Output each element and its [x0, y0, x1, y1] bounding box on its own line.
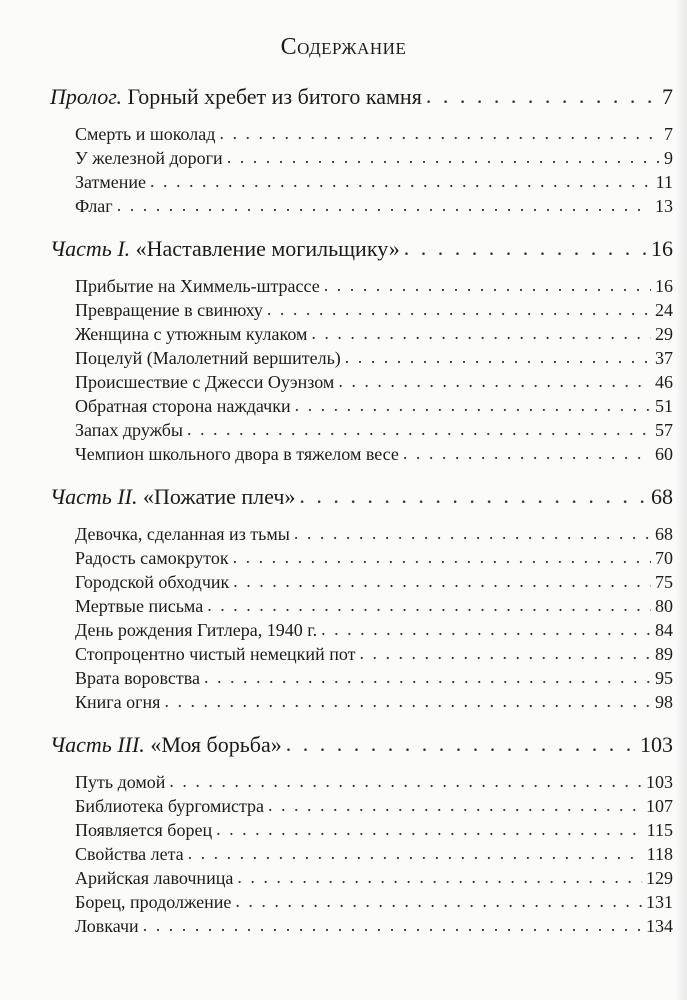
dot-leader [321, 619, 651, 640]
entry-title: День рождения Гитлера, 1940 г. [75, 620, 318, 640]
dot-leader [117, 195, 651, 216]
page-title: Содержание [280, 34, 407, 60]
toc-part-heading[interactable] [50, 84, 673, 110]
entry-title: Книга огня [75, 692, 161, 712]
part-name: «Моя борьба» [150, 732, 282, 757]
part-name: «Наставление могильщику» [135, 236, 400, 261]
toc-entry[interactable] [75, 868, 673, 889]
toc-entry[interactable] [75, 916, 673, 937]
part-prefix: Часть III. [50, 732, 145, 757]
entry-title: Флаг [75, 196, 113, 216]
dot-leader [237, 867, 642, 888]
entry-title: Обратная сторона наждачки [75, 396, 291, 416]
toc-entry[interactable] [75, 548, 673, 569]
dot-leader [345, 347, 651, 368]
entry-page-number: 118 [646, 844, 673, 864]
dot-leader [426, 83, 658, 109]
entry-title: Арийская лавочница [75, 868, 234, 888]
toc-entry[interactable] [75, 524, 673, 545]
entry-page-number: 98 [655, 692, 673, 712]
entry-page-number: 129 [646, 868, 673, 888]
entry-page-number: 80 [655, 596, 673, 616]
entry-page-number: 11 [655, 172, 673, 192]
dot-leader [403, 443, 651, 464]
part-prefix: Пролог. [50, 84, 122, 109]
toc-entry[interactable] [75, 148, 673, 169]
part-prefix: Часть II. [50, 484, 138, 509]
part-page-number: 7 [662, 84, 673, 109]
toc-entry[interactable] [75, 276, 673, 297]
toc-entry[interactable] [75, 844, 673, 865]
entry-page-number: 89 [655, 644, 673, 664]
entry-title: Женщина с утюжным кулаком [75, 324, 308, 344]
dot-leader [324, 275, 651, 296]
entry-title: Девочка, сделанная из тьмы [75, 524, 290, 544]
entry-title: Запах дружбы [75, 420, 184, 440]
toc-entry[interactable] [75, 348, 673, 369]
toc-entry[interactable] [75, 196, 673, 217]
dot-leader [188, 843, 643, 864]
entry-page-number: 46 [655, 372, 673, 392]
entry-title: Превращение в свинюху [75, 300, 263, 320]
dot-leader [235, 891, 642, 912]
part-page-number: 68 [651, 484, 673, 509]
entry-page-number: 16 [655, 276, 673, 296]
toc-entry[interactable] [75, 820, 673, 841]
toc-entry[interactable] [75, 572, 673, 593]
dot-leader [268, 795, 642, 816]
entry-title: Городской обходчик [75, 572, 230, 592]
entry-page-number: 9 [664, 148, 673, 168]
entry-page-number: 68 [655, 524, 673, 544]
entry-title: Свойства лета [75, 844, 184, 864]
toc-entry[interactable] [75, 172, 673, 193]
entry-page-number: 7 [664, 124, 673, 144]
entry-page-number: 75 [655, 572, 673, 592]
entry-page-number: 84 [655, 620, 673, 640]
entry-page-number: 103 [646, 772, 673, 792]
entry-title: Стопроцентно чистый немецкий пот [75, 644, 356, 664]
dot-leader [150, 171, 652, 192]
dot-leader [294, 523, 651, 544]
entry-title: Поцелуй (Малолетний вершитель) [75, 348, 341, 368]
dot-leader [338, 371, 651, 392]
entry-title: Чемпион школьного двора в тяжелом весе [75, 444, 399, 464]
dot-leader [219, 123, 660, 144]
toc-entry[interactable] [75, 668, 673, 689]
dot-leader [267, 299, 651, 320]
toc-entry[interactable] [75, 620, 673, 641]
entry-page-number: 57 [655, 420, 673, 440]
dot-leader [216, 819, 643, 840]
dot-leader [233, 547, 651, 568]
entry-page-number: 29 [655, 324, 673, 344]
entry-page-number: 115 [646, 820, 673, 840]
entry-page-number: 131 [646, 892, 673, 912]
part-name: Горный хребет из битого камня [127, 84, 422, 109]
part-name: «Пожатие плеч» [142, 484, 296, 509]
entry-page-number: 107 [646, 796, 673, 816]
toc-entry[interactable] [75, 396, 673, 417]
dot-leader [233, 571, 651, 592]
toc-entry[interactable] [75, 892, 673, 913]
dot-leader [204, 667, 651, 688]
entry-title: Затмение [75, 172, 147, 192]
page-edge-shadow [675, 0, 687, 1000]
dot-leader [207, 595, 651, 616]
entry-title: Путь домой [75, 772, 166, 792]
entry-title: Ловкачи [75, 916, 139, 936]
entry-title: Врата воровства [75, 668, 200, 688]
dot-leader [227, 147, 660, 168]
toc-entry[interactable] [75, 372, 673, 393]
toc-entry[interactable] [75, 124, 673, 145]
toc-entry[interactable] [75, 420, 673, 441]
entry-title: Мертвые письма [75, 596, 204, 616]
dot-leader [295, 395, 651, 416]
dot-leader [299, 483, 647, 509]
dot-leader [169, 771, 642, 792]
entry-title: Появляется борец [75, 820, 213, 840]
entry-title: Радость самокруток [75, 548, 229, 568]
part-prefix: Часть I. [50, 236, 131, 261]
entry-page-number: 13 [655, 196, 673, 216]
entry-title: У железной дороги [75, 148, 223, 168]
dot-leader [187, 419, 651, 440]
dot-leader [164, 691, 651, 712]
dot-leader [359, 643, 651, 664]
entry-title: Борец, продолжение [75, 892, 232, 912]
entry-page-number: 51 [655, 396, 673, 416]
entry-title: Происшествие с Джесси Оуэнзом [75, 372, 335, 392]
entry-page-number: 60 [655, 444, 673, 464]
dot-leader [286, 731, 636, 757]
dot-leader [404, 235, 647, 261]
toc-entry[interactable] [75, 596, 673, 617]
toc-entry[interactable] [75, 644, 673, 665]
entry-title: Смерть и шоколад [75, 124, 216, 144]
entry-page-number: 24 [655, 300, 673, 320]
toc-entry[interactable] [75, 444, 673, 465]
toc-entry[interactable] [75, 692, 673, 713]
entry-page-number: 70 [655, 548, 673, 568]
entry-page-number: 95 [655, 668, 673, 688]
entry-title: Библиотека бургомистра [75, 796, 265, 816]
toc-entry[interactable] [75, 324, 673, 345]
part-page-number: 103 [640, 732, 673, 757]
dot-leader [311, 323, 651, 344]
part-page-number: 16 [651, 236, 673, 261]
toc-entry[interactable] [75, 796, 673, 817]
dot-leader [143, 915, 642, 936]
toc-part-heading[interactable] [50, 236, 673, 262]
entry-page-number: 37 [655, 348, 673, 368]
toc-entry[interactable] [75, 300, 673, 321]
toc-entry[interactable] [75, 772, 673, 793]
entry-title: Прибытие на Химмель-штрассе [75, 276, 320, 296]
toc-part-heading[interactable] [50, 484, 673, 510]
toc-part-heading[interactable] [50, 732, 673, 758]
entry-page-number: 134 [646, 916, 673, 936]
